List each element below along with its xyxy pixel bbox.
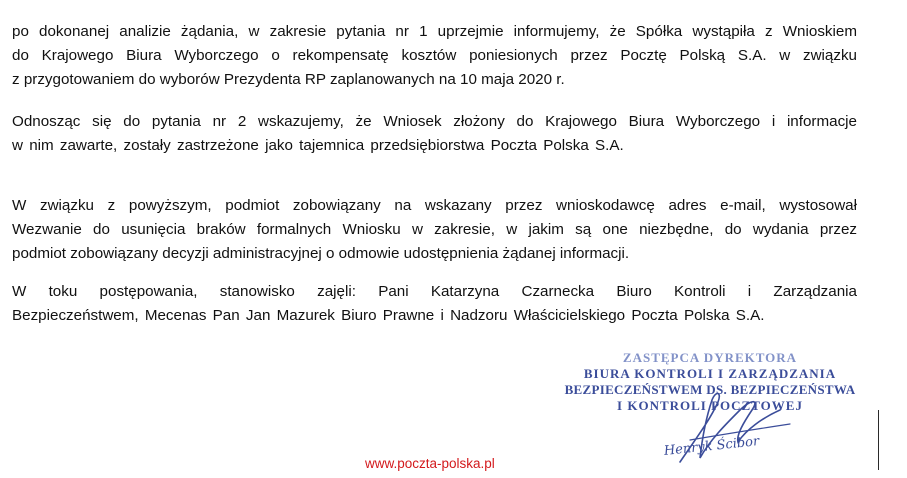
stamp-line-1: ZASTĘPCA DYREKTORA [622,350,798,365]
text-line: po dokonanej analizie żądania, w zakresie pytania nr 1 uprzejmie informujemy, że Spółka wystąpiła z Wnioskiem [12,23,857,40]
page-edge-divider [878,410,879,470]
paragraph-3 [12,194,857,266]
handwritten-signature-icon [640,380,820,475]
text-line: W związku z powyższym, podmiot zobowiązany na wskazany przez wnioskodawcę adres e-mail, wystosował [12,197,857,214]
text-line: w nim zawarte, zostały zastrzeżone jako tajemnica przedsiębiorstwa Poczta Polska S.A. [12,137,624,154]
text-line: z przygotowaniem do wyborów Prezydenta RP zaplanowanych na 10 maja 2020 r. [12,71,565,88]
stamp-line-4: I KONTROLI POCZTOWEJ [617,398,803,413]
paragraph-1 [12,20,857,92]
text-line: Bezpieczeństwem, Mecenas Pan Jan Mazurek Biuro Prawne i Nadzoru Właścicielskiego Poczta Polska S.A. [12,307,765,324]
signature-name: Henryk Ścibor [663,434,760,459]
paragraph-4 [12,280,857,328]
text-line: do Krajowego Biura Wyborczego o rekompensatę kosztów poniesionych przez Pocztę Polską S.A. w związku [12,47,857,64]
paragraph-2 [12,110,857,158]
text-line: W toku postępowania, stanowisko zajęli: Pani Katarzyna Czarnecka Biuro Kontroli i Zarządzania [12,283,857,300]
stamp-line-3: BEZPIECZEŃSTWEM DS. BEZPIECZEŃSTWA [564,382,856,397]
text-line: Odnosząc się do pytania nr 2 wskazujemy, że Wniosek złożony do Krajowego Biura Wyborczego i informacje [12,113,857,130]
footer-website-link[interactable]: www.poczta-polska.pl [365,456,495,471]
text-line: Wezwanie do usunięcia braków formalnych Wniosku w zakresie, w jakim są one niezbędne, do wydania przez [12,221,857,238]
stamp-line-2: BIURA KONTROLI I ZARZĄDZANIA [583,366,837,381]
text-line: podmiot zobowiązany decyzji administracyjnej o odmowie udostępnienia żądanej informacji. [12,245,630,262]
